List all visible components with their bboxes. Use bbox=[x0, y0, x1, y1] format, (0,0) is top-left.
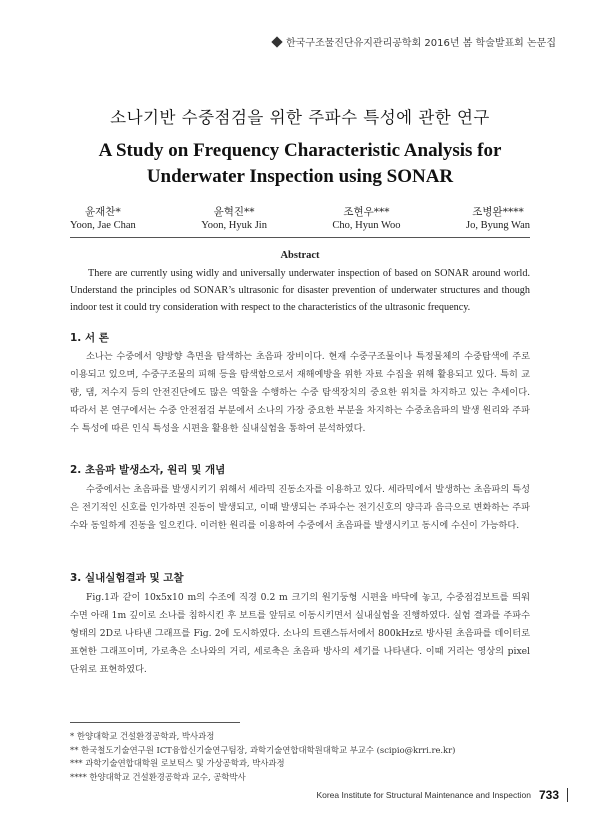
diamond-logo-icon bbox=[272, 37, 282, 47]
author-1 bbox=[70, 204, 136, 231]
header-text: 한국구조물진단유지관리공학회 2016년 봄 학술발표회 논문집 bbox=[285, 38, 556, 49]
section-1-body: 소나는 수중에서 양방향 측면을 탐색하는 초음파 장비이다. 현재 수중구조물이나 특정물체의 수중탐색에 주로 이용되고 있으며, 수중구조물의 피해 등을 탐색함으로서 재해예방을 위한 자료 수집을 위해 활용되고 있다. 특히 교량, 댐, 저수지 등의 안전진단에도 많은 역할을 수행하는 수중 탐색장치의 중요한 위치를 차지하고 있는 추세이다. 따라서 본 연구에서는 수중 안전점검 부분에서 소나의 가장 중요한 부분을 차지하는 수중초음파의 발생 원리와 주파수 특성에 따른 인식 특성을 시편을 활용한 실내실험을 통하여 분석하였다. bbox=[70, 351, 530, 434]
author-2 bbox=[201, 204, 267, 231]
page-number: 733 bbox=[538, 788, 559, 802]
section-2-title: 2. 초음파 발생소자, 원리 및 개념 bbox=[70, 464, 226, 476]
section-3-title: 3. 실내실험결과 및 고찰 bbox=[70, 572, 184, 584]
title-korean: 소나기반 수중점검을 위한 주파수 특성에 관한 연구 bbox=[110, 108, 490, 127]
footnote-4: **** 한양대학교 건설환경공학과 교수, 공학박사 bbox=[70, 771, 246, 782]
author-name-en: Yoon, Jae Chan bbox=[70, 220, 136, 231]
footnote-2: ** 한국철도기술연구원 ICT융합신기술연구팀장, 과학기술연합대학원대학교 부교수 (scipio@krri.re.kr) bbox=[70, 744, 456, 755]
author-name-kr: 조현우*** bbox=[343, 206, 390, 218]
section-3-body: Fig.1과 같이 10x5x10 m의 수조에 직경 0.2 m 크기의 원기둥형 시편을 바닥에 놓고, 수중점검보트를 띄워 수면 아래 1m 깊이로 소나를 침하시킨 후 보트를 앞뒤로 이동시키면서 실내실험을 진행하였다. 실험 결과를 주파수 형태의 2D로 나타낸 그래프를 Fig. 2에 도시하였다. 소나의 트랜스듀서에서 800kHz로 방사된 초음파를 데이터로 표현한 그래프이며, 가로축은 소나와의 거리, 세로축은 초음파 방사의 세기를 나타낸다. 이때 거리는 영상의 pixel 단위로 표현하였다. bbox=[70, 592, 530, 675]
section-1-title: 1. 서 론 bbox=[70, 332, 109, 344]
footnote-3: *** 과학기술연합대학원 로보틱스 및 가상공학과, 박사과정 bbox=[70, 758, 285, 768]
author-list bbox=[70, 204, 530, 231]
footer-institute: Korea Institute for Structural Maintenance and Inspection bbox=[316, 790, 531, 800]
author-name-en: Cho, Hyun Woo bbox=[332, 220, 401, 231]
abstract-text: There are currently using widly and universally underwater inspection of based on SONAR around world. Understand the principles od SONAR’s ultrasonic for disaster prevention of underwater structures and though indoor test it could try consideration with respect to the characteristics of the ultrasonic frequency. bbox=[70, 268, 530, 313]
running-header bbox=[272, 34, 556, 49]
footnote-1: * 한양대학교 건설환경공학과, 박사과정 bbox=[70, 731, 215, 741]
author-name-kr: 윤혁진** bbox=[213, 206, 255, 218]
author-name-en: Yoon, Hyuk Jin bbox=[201, 220, 267, 231]
author-divider bbox=[70, 237, 530, 238]
author-name-kr: 윤재찬* bbox=[85, 206, 121, 218]
abstract-heading: Abstract bbox=[280, 250, 320, 261]
footnote-divider bbox=[70, 722, 240, 723]
author-name-kr: 조병완**** bbox=[472, 206, 524, 218]
author-name-en: Jo, Byung Wan bbox=[465, 220, 530, 231]
title-english bbox=[0, 138, 600, 190]
title-english-line1: A Study on Frequency Characteristic Analysis for bbox=[98, 140, 502, 161]
section-2-body: 수중에서는 초음파를 발생시키기 위해서 세라믹 진동소자를 이용하고 있다. 세라믹에서 발생하는 초음파의 특성은 전기적인 신호를 인가하면 진동이 발생되고, 이때 발생되는 주파수는 전기신호의 양극과 음극으로 변화하는 주파수와 동일하게 진동을 일으킨다. 이러한 원리를 이용하여 수중에서 초음파를 발생시키고 동시에 수신이 가능하다. bbox=[70, 484, 530, 531]
page-footer bbox=[316, 788, 568, 802]
footer-bar bbox=[567, 788, 568, 802]
author-3 bbox=[332, 204, 400, 231]
footnotes bbox=[70, 730, 530, 784]
author-4 bbox=[466, 204, 530, 231]
title-english-line2: Underwater Inspection using SONAR bbox=[146, 166, 454, 187]
